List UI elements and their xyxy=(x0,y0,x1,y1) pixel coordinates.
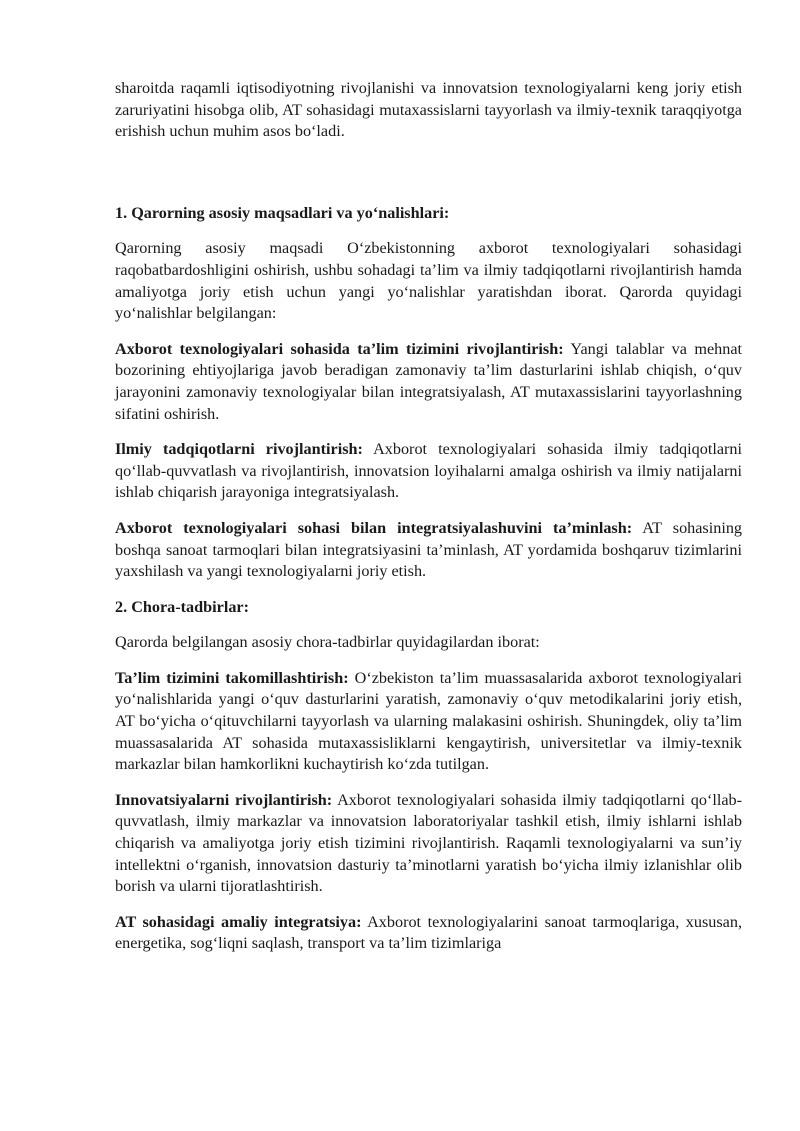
item-title: AT sohasidagi amaliy integratsiya: xyxy=(115,912,362,931)
section2-heading: 2. Chora-tadbirlar: xyxy=(115,597,249,616)
section2-item-education xyxy=(115,668,742,776)
item-text: AT sohasining boshqa sanoat tarmoqlari bilan integratsiyasini ta’minlash, AT yordamida boshqaruv tizimlarini yaxshilash va yangi texnologiyalarni joriy etish. xyxy=(115,518,743,581)
item-text: Axborot texnologiyalari sohasida ilmiy tadqiqotlarni qo‘llab-quvvatlash va rivojlantirish, innovatsion loyihalarni amalga oshirish va ilmiy natijalarni ishlab chiqarish jarayoniga integratsiyalash. xyxy=(115,440,742,502)
section2-item-practical xyxy=(115,912,742,955)
section2-item-innovation xyxy=(115,790,742,898)
item-text: Yangi talablar va mehnat bozorining ehtiyojlariga javob beradigan zamonaviy ta’lim dasturlarini ishlab chiqish, o‘quv jarayonini zamonaviy texnologiyalar bilan integratsiyalash, AT mutaxassislarini tayyorlashning sifatini oshirish. xyxy=(115,339,742,423)
item-text: Axborot texnologiyalarini sanoat tarmoqlariga, xususan, energetika, sog‘liqni saqlash, transport va ta’lim tizimlariga xyxy=(115,912,742,953)
document-page xyxy=(115,78,742,969)
item-text: Axborot texnologiyalari sohasida ilmiy tadqiqotlarni qo‘llab-quvvatlash, ilmiy markazlar va innovatsion laboratoriyalar tashkil etish, ilmiy ishlarni ishlab chiqarish va amaliyotga joriy etish tizimini rivojlantirish. Raqamli texnologiyalarni va sun’iy intellektni o‘rganish, innovatsion dasturiy ta’minotlarni yaratish bo‘yicha ilmiy izlanishlar olib borish va ularni tijoratlashtirish. xyxy=(115,790,742,896)
spacer xyxy=(115,157,742,203)
section1-heading: 1. Qarorning asosiy maqsadlari va yo‘nalishlari: xyxy=(115,203,450,222)
section1-item-education xyxy=(115,339,742,425)
item-title: Ilmiy tadqiqotlarni rivojlantirish: xyxy=(115,440,363,459)
section1-item-integration xyxy=(115,518,742,583)
intro-paragraph: sharoitda raqamli iqtisodiyotning rivojlanishi va innovatsion texnologiyalarni keng joriy etish zaruriyatini hisobga olib, AT sohasidagi mutaxassislarni tayyorlash va ilmiy-texnik taraqqiyotga erishish uchun muhim asos bo‘ladi. xyxy=(115,79,742,141)
section1-intro: Qarorning asosiy maqsadi O‘zbekistonning axborot texnologiyalari sohasidagi raqobatbardoshligini oshirish, ushbu sohadagi ta’lim va ilmiy tadqiqotlarni rivojlantirish hamda amaliyotga joriy etish uchun yangi yo‘nalishlar yaratishdan iborat. Qarorda quyidagi yo‘nalishlar belgilangan: xyxy=(115,239,742,323)
item-title: Axborot texnologiyalari sohasida ta’lim tizimini rivojlantirish: xyxy=(115,339,564,358)
item-text: O‘zbekiston ta’lim muassasalarida axborot texnologiyalari yo‘nalishlarida yangi o‘quv dasturlarini yaratish, zamonaviy o‘quv metodikalarini joriy etish, AT bo‘yicha o‘qituvchilarni tayyorlash va ularning malakasini oshirish. Shuningdek, oliy ta’lim muassasalarida AT sohasida mutaxassisliklarni kengaytirish, universitetlar va ilmiy-texnik markazlar bilan hamkorlikni kuchaytirish ko‘zda tutilgan. xyxy=(115,668,742,774)
item-title: Innovatsiyalarni rivojlantirish: xyxy=(115,790,333,809)
item-title: Ta’lim tizimini takomillashtirish: xyxy=(115,668,349,687)
section2-intro: Qarorda belgilangan asosiy chora-tadbirlar quyidagilardan iborat: xyxy=(115,633,540,652)
section1-item-research xyxy=(115,439,742,504)
item-title: Axborot texnologiyalari sohasi bilan integratsiyalashuvini ta’minlash: xyxy=(115,518,633,537)
